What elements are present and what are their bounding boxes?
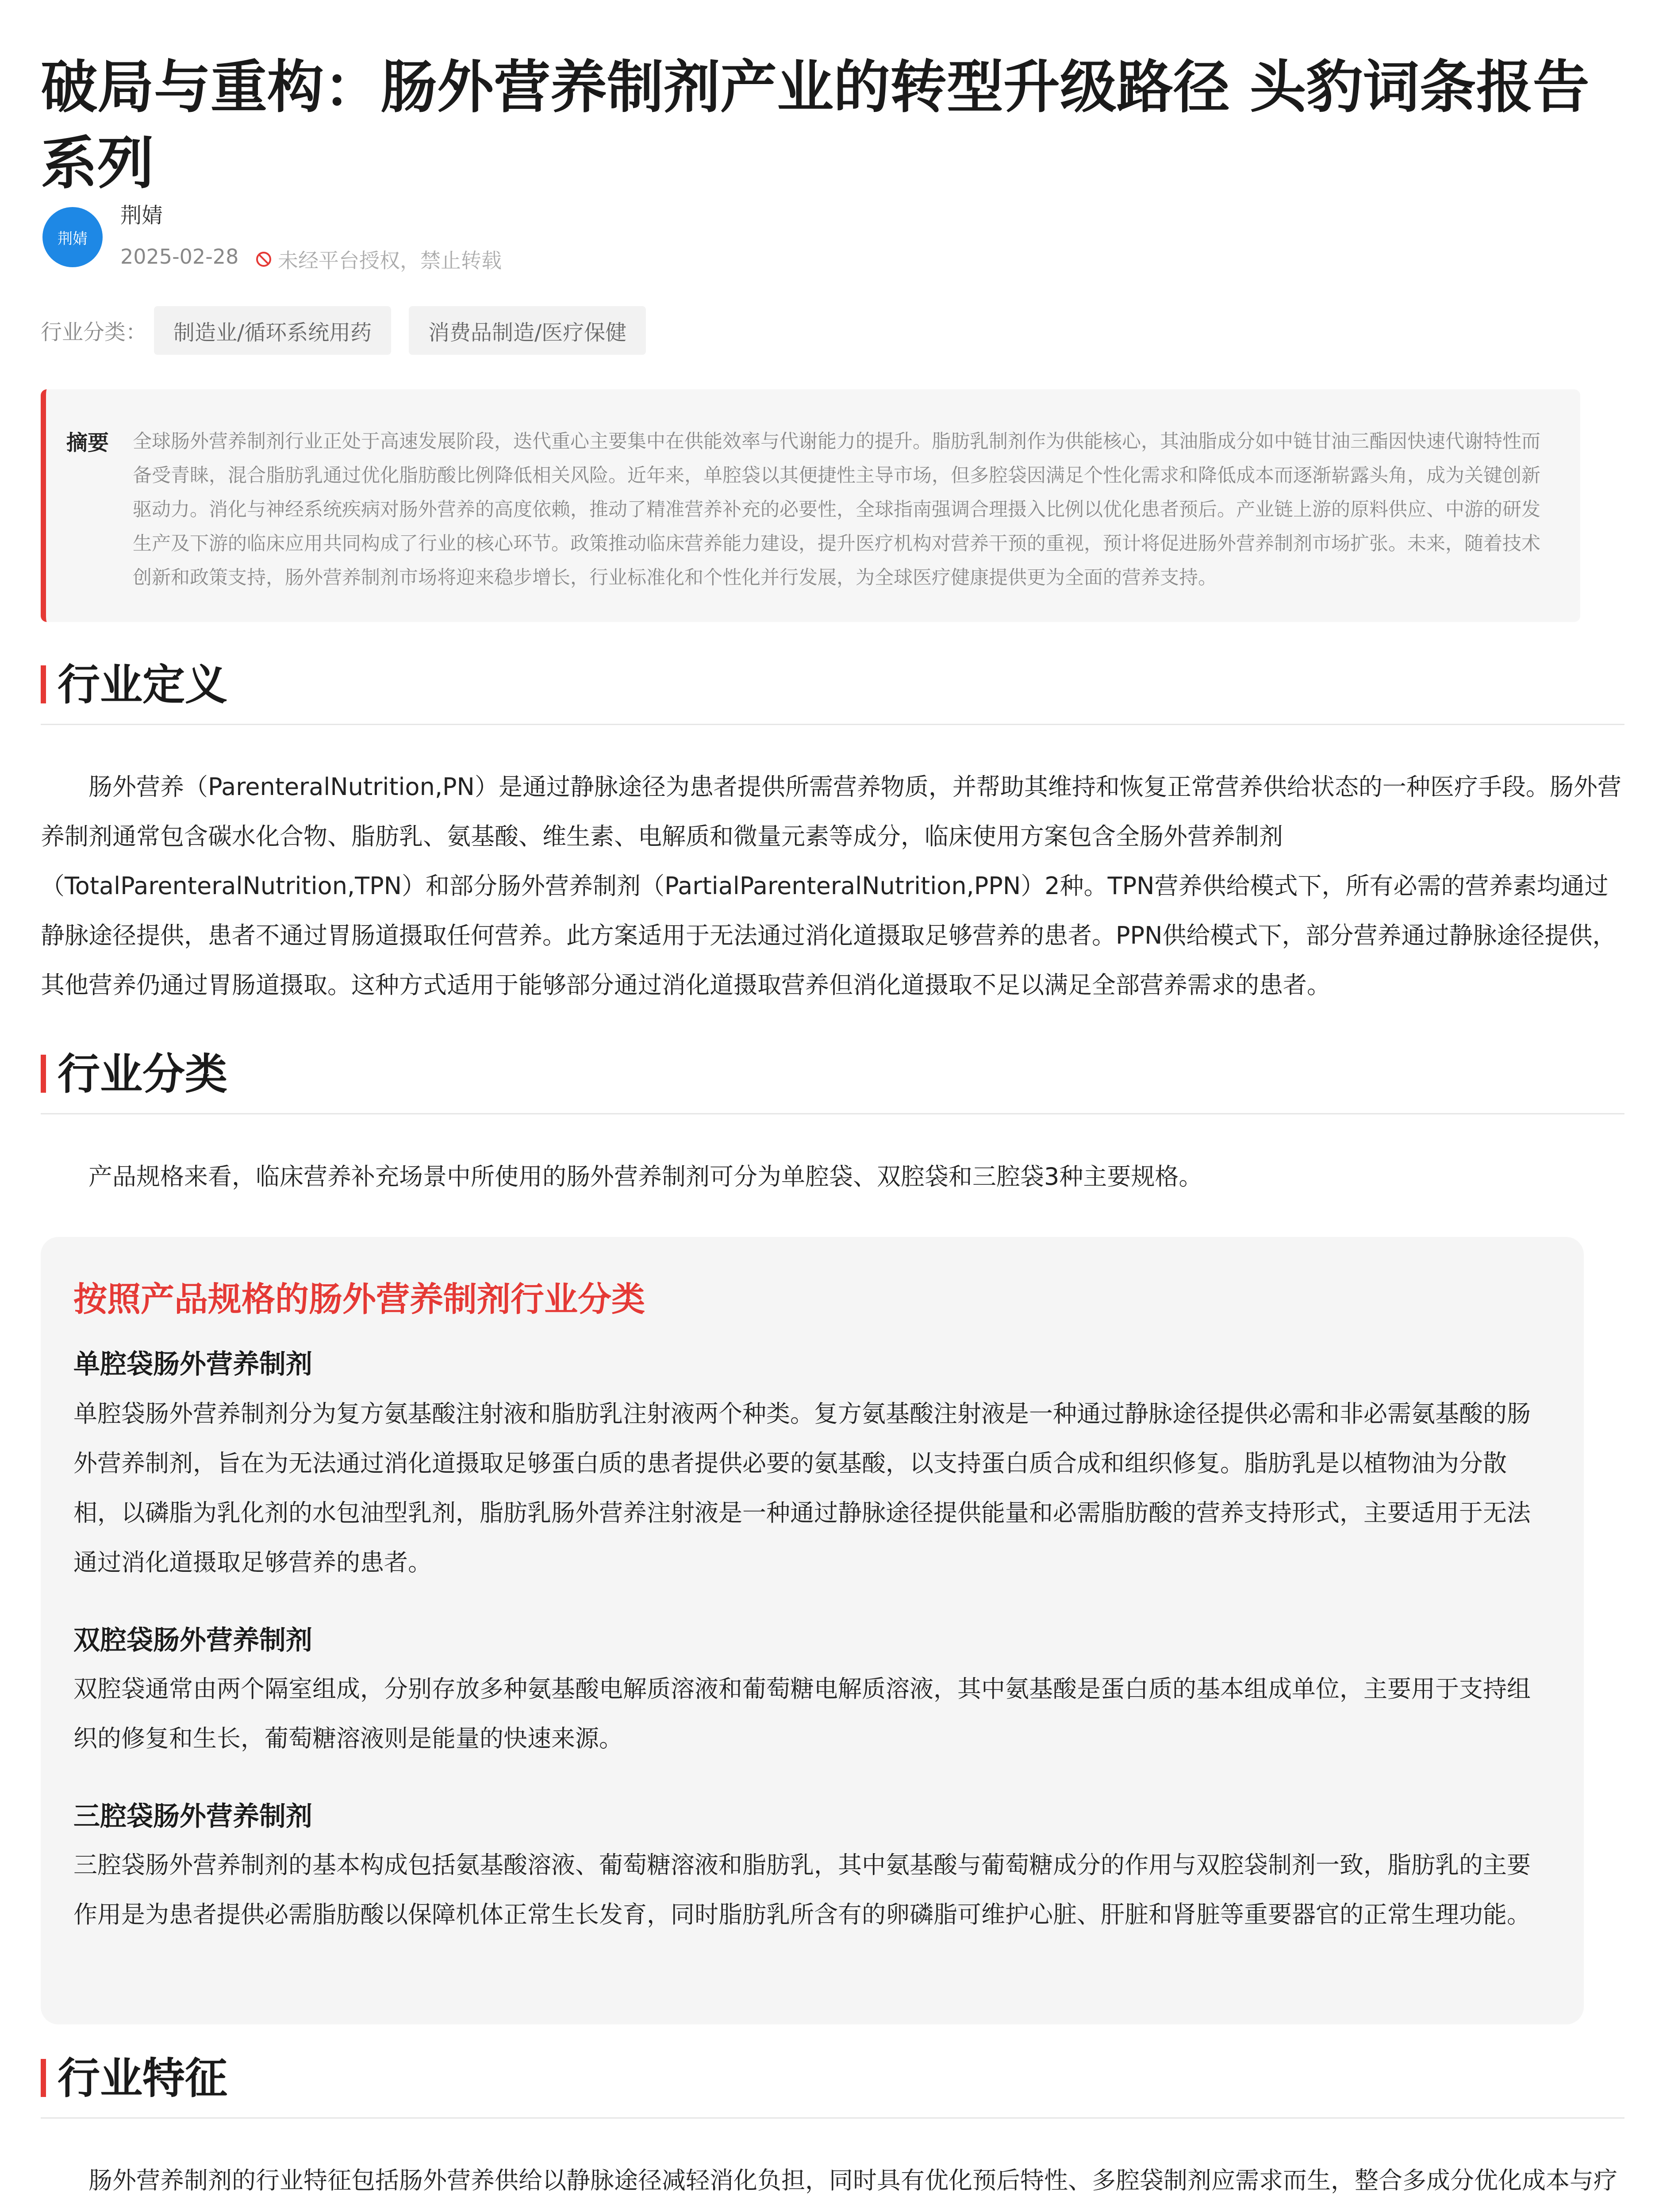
heading-accent-bar (41, 2059, 46, 2097)
category-tag[interactable]: 消费品制造/医疗保健 (409, 306, 646, 355)
prohibited-icon (255, 250, 273, 268)
classification-paragraph: 产品规格来看，临床营养补充场景中所使用的肠外营养制剂可分为单腔袋、双腔袋和三腔袋3种主要规格。 (88, 1163, 1203, 1190)
classification-box (41, 1237, 1584, 2024)
heading-accent-bar (41, 1055, 46, 1093)
page-title: 破局与重构：肠外营养制剂产业的转型升级路径 头豹词条报告系列 (41, 54, 1590, 196)
class-item-title: 三腔袋肠外营养制剂 (73, 1801, 312, 1832)
section-heading-classification (41, 1039, 1624, 1127)
section-title: 行业定义 (58, 660, 227, 710)
class-item-text: 单腔袋肠外营养制剂分为复方氨基酸注射液和脂肪乳注射液两个种类。复方氨基酸注射液是一种通过静脉途径提供必需和非必需氨基酸的肠外营养制剂，旨在为无法通过消化道摄取足够蛋白质的患者提供必要的氨基酸，以支持蛋白质合成和组织修复。脂肪乳是以植物油为分散相，以磷脂为乳化剂的水包油型乳剂，脂肪乳肠外营养注射液是一种通过静脉途径提供能量和必需脂肪酸的营养支持形式，主要适用于无法通过消化道摄取足够营养的患者。 (73, 1400, 1531, 1576)
copyright-notice (255, 245, 502, 274)
classification-box-title: 按照产品规格的肠外营养制剂行业分类 (73, 1279, 645, 1319)
avatar[interactable]: 荆婧 (42, 207, 103, 267)
category-label: 行业分类： (41, 320, 147, 345)
section-title: 行业特征 (58, 2054, 227, 2103)
abstract-label: 摘要 (66, 430, 109, 455)
section-heading-definition (41, 649, 1624, 738)
section-title: 行业分类 (58, 1049, 227, 1099)
class-item-text: 双腔袋通常由两个隔室组成，分别存放多种氨基酸电解质溶液和葡萄糖电解质溶液，其中氨基酸是蛋白质的基本组成单位，主要用于支持组织的修复和生长，葡萄糖溶液则是能量的快速来源。 (73, 1675, 1531, 1752)
divider (41, 1113, 1624, 1114)
abstract-box (41, 389, 1580, 622)
divider (41, 724, 1624, 725)
copyright-notice-text: 未经平台授权，禁止转载 (278, 249, 502, 273)
author-name[interactable]: 荆婧 (120, 203, 163, 228)
section-heading-features (41, 2043, 1624, 2131)
features-paragraph: 肠外营养制剂的行业特征包括肠外营养供给以静脉途径减轻消化负担，同时具有优化预后特性、多腔袋制剂应需求而生，整合多成分优化成本与疗 (88, 2166, 1617, 2194)
class-item-title: 单腔袋肠外营养制剂 (73, 1349, 312, 1380)
class-item-text: 三腔袋肠外营养制剂的基本构成包括氨基酸溶液、葡萄糖溶液和脂肪乳，其中氨基酸与葡萄糖成分的作用与双腔袋制剂一致，脂肪乳的主要作用是为患者提供必需脂肪酸以保障机体正常生长发育，同时脂肪乳所含有的卵磷脂可维护心脏、肝脏和肾脏等重要器官的正常生理功能。 (73, 1851, 1531, 1928)
abstract-text: 全球肠外营养制剂行业正处于高速发展阶段，迭代重心主要集中在供能效率与代谢能力的提升。脂肪乳制剂作为供能核心，其油脂成分如中链甘油三酯因快速代谢特性而备受青睐，混合脂肪乳通过优化脂肪酸比例降低相关风险。近年来，单腔袋以其便捷性主导市场，但多腔袋因满足个性化需求和降低成本而逐渐崭露头角，成为关键创新驱动力。消化与神经系统疾病对肠外营养的高度依赖，推动了精准营养补充的必要性，全球指南强调合理摄入比例以优化患者预后。产业链上游的原料供应、中游的研发生产及下游的临床应用共同构成了行业的核心环节。政策推动临床营养能力建设，提升医疗机构对营养干预的重视，预计将促进肠外营养制剂市场扩张。未来，随着技术创新和政策支持，肠外营养制剂市场将迎来稳步增长，行业标准化和个性化并行发展，为全球医疗健康提供更为全面的营养支持。 (133, 430, 1540, 589)
divider (41, 2117, 1624, 2119)
heading-accent-bar (41, 665, 46, 703)
publish-date: 2025-02-28 (120, 245, 239, 269)
class-item-title: 双腔袋肠外营养制剂 (73, 1625, 312, 1656)
definition-paragraph: 肠外营养（ParenteralNutrition,PN）是通过静脉途径为患者提供所需营养物质，并帮助其维持和恢复正常营养供给状态的一种医疗手段。肠外营养制剂通常包含碳水化合物、脂肪乳、氨基酸、维生素、电解质和微量元素等成分，临床使用方案包含全肠外营养制剂（TotalParenteralNutrition,TPN）和部分肠外营养制剂（PartialParenteralNutrition,PPN）2种。TPN营养供给模式下，所有必需的营养素均通过静脉途径提供，患者不通过胃肠道摄取任何营养。此方案适用于无法通过消化道摄取足够营养的患者。PPN供给模式下，部分营养通过静脉途径提供，其他营养仍通过胃肠道摄取。这种方式适用于能够部分通过消化道摄取营养但消化道摄取不足以满足全部营养需求的患者。 (41, 773, 1621, 999)
category-tag[interactable]: 制造业/循环系统用药 (154, 306, 391, 355)
